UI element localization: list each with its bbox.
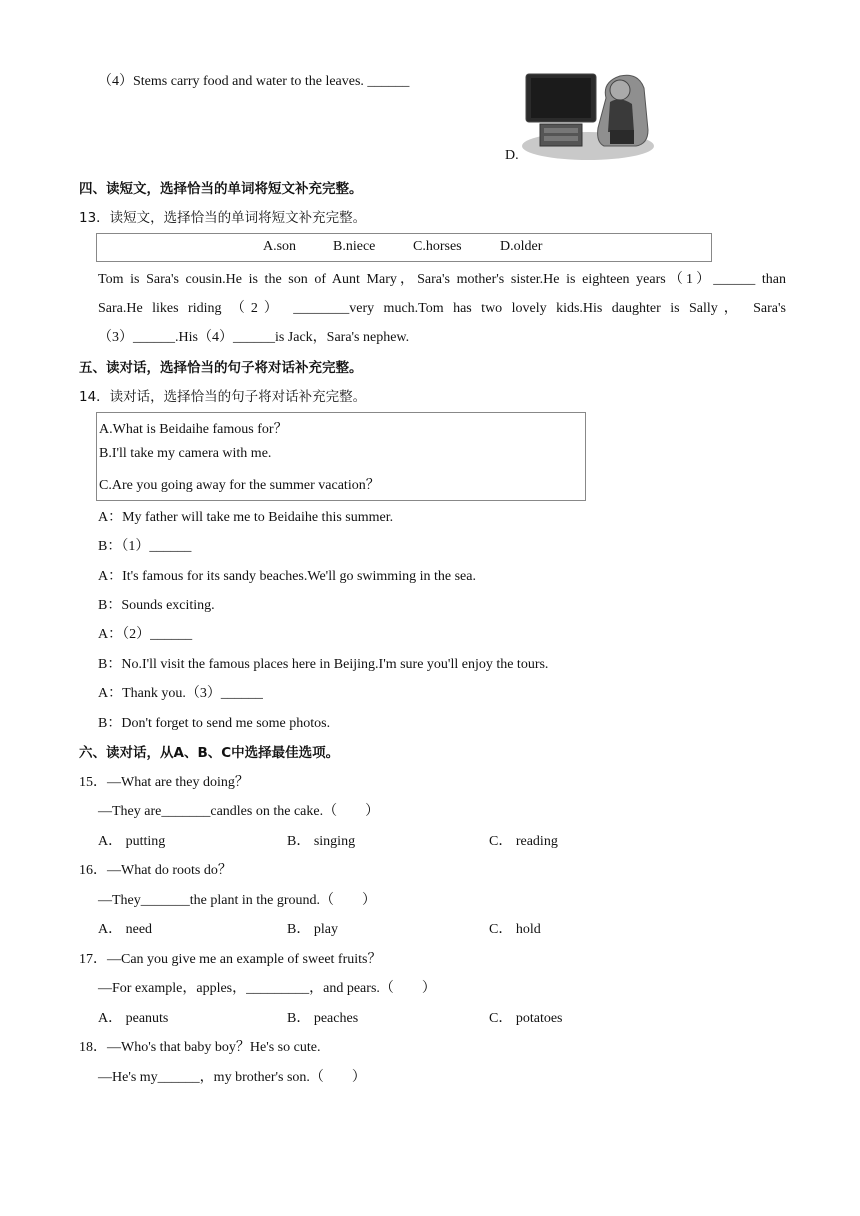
option-c[interactable]: C． reading — [489, 834, 558, 849]
word-option: A.son — [263, 239, 297, 254]
dialogue-line: B：Don't forget to send me some photos. — [98, 716, 331, 731]
question-16-answer-line: —They_______the plant in the ground.（ ） — [98, 893, 377, 908]
dialogue-line: A：Thank you.（3）______ — [98, 686, 263, 701]
question-13-stem: 13．读短文，选择恰当的单词将短文补充完整。 — [79, 210, 367, 226]
section-6-heading: 六、读对话，从A、B、C中选择最佳选项。 — [79, 745, 340, 761]
option-c[interactable]: C． hold — [489, 922, 541, 937]
dialogue-line: B：（1）______ — [98, 539, 192, 554]
word-option: D.older — [500, 239, 543, 254]
question-14-sentence-bank — [96, 412, 586, 501]
question-17-answer-line: —For example，apples，_________，and pears.（ ） — [98, 981, 436, 996]
question-14-stem: 14．读对话，选择恰当的句子将对话补充完整。 — [79, 389, 367, 405]
option-a[interactable]: A． peanuts — [98, 1011, 169, 1026]
dialogue-line: A：It's famous for its sandy beaches.We'll go swimming in the sea. — [98, 569, 476, 584]
option-b[interactable]: B． singing — [287, 834, 356, 849]
sentence-option: A.What is Beidaihe famous for？ — [99, 422, 288, 437]
question-18-answer-line: —He's my______，my brother's son.（ ） — [98, 1070, 366, 1085]
question-17: 17．—Can you give me an example of sweet fruits？ — [79, 952, 382, 967]
section-5-heading: 五、读对话，选择恰当的句子将对话补充完整。 — [79, 360, 363, 376]
question-12-item-4: （4）Stems carry food and water to the leaves. ______ — [98, 74, 410, 89]
option-b[interactable]: B． play — [287, 922, 338, 937]
word-option: B.niece — [333, 239, 376, 254]
passage-line: Sara.He likes riding （2） ________very much.Tom has two lovely kids.His daughter is Sally， Sara's — [98, 301, 786, 316]
option-a[interactable]: A． putting — [98, 834, 166, 849]
sentence-option: B.I'll take my camera with me. — [99, 446, 272, 461]
option-d-label: D. — [505, 148, 519, 163]
question-16: 16．—What do roots do？ — [79, 863, 232, 878]
sentence-option: C.Are you going away for the summer vacation？ — [99, 478, 380, 493]
question-13-word-bank — [96, 233, 712, 262]
dialogue-line: A：My father will take me to Beidaihe this summer. — [98, 510, 394, 525]
question-18: 18．—Who's that baby boy？He's so cute. — [79, 1040, 321, 1055]
dialogue-line: A：（2）______ — [98, 627, 193, 642]
question-15: 15．—What are they doing？ — [79, 775, 249, 790]
dialogue-line: B：No.I'll visit the famous places here in Beijing.I'm sure you'll enjoy the tours. — [98, 657, 549, 672]
tv-watching-illustration — [520, 68, 656, 160]
passage-line: Tom is Sara's cousin.He is the son of Aunt Mary，Sara's mother's sister.He is eighteen years（1）______ than — [98, 272, 786, 287]
section-4-heading: 四、读短文，选择恰当的单词将短文补充完整。 — [79, 181, 363, 197]
word-option: C.horses — [413, 239, 462, 254]
dialogue-line: B：Sounds exciting. — [98, 598, 215, 613]
option-a[interactable]: A． need — [98, 922, 153, 937]
option-c[interactable]: C． potatoes — [489, 1011, 563, 1026]
question-15-answer-line: —They are_______candles on the cake.（ ） — [98, 804, 380, 819]
passage-line: （3）______.His（4）______is Jack，Sara's nephew. — [98, 330, 410, 345]
option-b[interactable]: B． peaches — [287, 1011, 359, 1026]
